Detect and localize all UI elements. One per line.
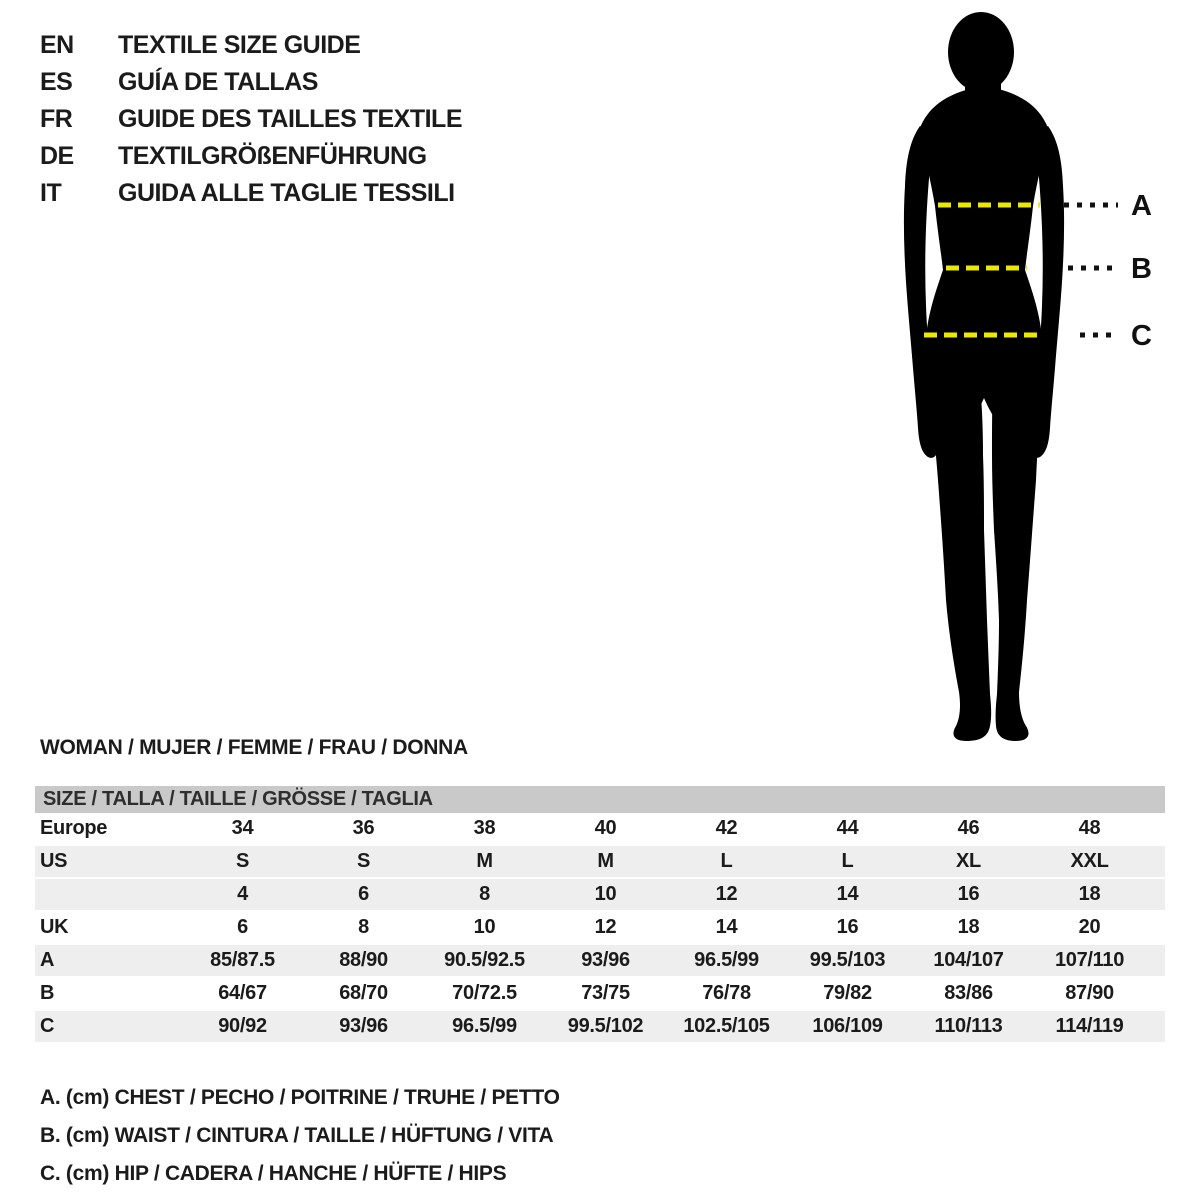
table-cell: 44 <box>836 817 859 839</box>
table-row-waist <box>35 978 1165 1011</box>
table-cell: 8 <box>479 883 490 905</box>
table-cell: 20 <box>1078 916 1101 938</box>
table-row-uk <box>35 912 1165 945</box>
table-cell: 14 <box>715 916 738 938</box>
table-cell: 107/110 <box>1054 949 1125 971</box>
language-title: TEXTILGRÖßENFÜHRUNG <box>118 142 427 170</box>
table-row-chest <box>35 945 1165 978</box>
row-label: UK <box>40 916 69 938</box>
table-cell: 10 <box>473 916 496 938</box>
language-code: EN <box>40 31 74 59</box>
legend-chest: A. (cm) CHEST / PECHO / POITRINE / TRUHE / PETTO <box>40 1086 560 1109</box>
table-cell: 6 <box>358 883 369 905</box>
table-cell: 38 <box>473 817 496 839</box>
language-title-list <box>40 27 462 212</box>
table-cell: M <box>597 850 614 872</box>
table-cell: 76/78 <box>702 982 751 1004</box>
language-title: GUÍA DE TALLAS <box>118 68 318 96</box>
section-title: WOMAN / MUJER / FEMME / FRAU / DONNA <box>40 736 468 759</box>
table-cell: XL <box>956 850 981 872</box>
legend-hip: C. (cm) HIP / CADERA / HANCHE / HÜFTE / HIPS <box>40 1162 507 1185</box>
hip-marker-label: C <box>1131 320 1152 352</box>
waist-marker-label: B <box>1131 253 1152 285</box>
language-title: GUIDE DES TAILLES TEXTILE <box>118 105 463 133</box>
language-title: GUIDA ALLE TAGLIE TESSILI <box>118 179 455 207</box>
table-cell: 90.5/92.5 <box>444 949 525 971</box>
table-cell: 16 <box>836 916 859 938</box>
table-cell: S <box>356 850 371 872</box>
language-row <box>40 175 462 212</box>
table-cell: 96.5/99 <box>694 949 759 971</box>
table-cell: 88/90 <box>339 949 388 971</box>
table-cell: 70/72.5 <box>452 982 517 1004</box>
table-cell: 83/86 <box>944 982 993 1004</box>
table-cell: 96.5/99 <box>452 1015 517 1037</box>
table-cell: 99.5/103 <box>809 949 886 971</box>
table-cell: 42 <box>715 817 738 839</box>
language-code: FR <box>40 105 73 133</box>
table-cell: 90/92 <box>218 1015 267 1037</box>
table-row-us-letters <box>35 846 1165 879</box>
body-measurement-figure <box>880 0 1200 760</box>
measurement-legend <box>40 1079 560 1193</box>
table-cell: L <box>841 850 854 872</box>
chest-marker-label: A <box>1131 190 1152 222</box>
table-cell: 40 <box>594 817 617 839</box>
row-label: Europe <box>40 817 108 839</box>
table-cell: 87/90 <box>1065 982 1114 1004</box>
row-label: US <box>40 850 68 872</box>
table-row-us-numbers <box>35 879 1165 912</box>
table-cell: 99.5/102 <box>567 1015 644 1037</box>
table-row-hip <box>35 1011 1165 1044</box>
table-cell: 104/107 <box>933 949 1004 971</box>
language-row <box>40 101 462 138</box>
table-cell: 14 <box>836 883 859 905</box>
row-label: B <box>40 982 55 1004</box>
table-cell: XXL <box>1070 850 1109 872</box>
table-cell: 48 <box>1078 817 1101 839</box>
row-label: A <box>40 949 55 971</box>
table-cell: 93/96 <box>339 1015 388 1037</box>
legend-waist: B. (cm) WAIST / CINTURA / TAILLE / HÜFTUNG / VITA <box>40 1124 554 1147</box>
language-row <box>40 138 462 175</box>
language-code: IT <box>40 179 62 207</box>
table-cell: 85/87.5 <box>210 949 275 971</box>
language-code: ES <box>40 68 73 96</box>
table-cell: L <box>720 850 733 872</box>
language-row <box>40 27 462 64</box>
table-row-europe <box>35 813 1165 846</box>
size-table <box>35 786 1165 1044</box>
table-cell: 73/75 <box>581 982 630 1004</box>
table-cell: 16 <box>957 883 980 905</box>
table-cell: 10 <box>594 883 617 905</box>
table-cell: 114/119 <box>1055 1015 1124 1037</box>
table-cell: 79/82 <box>823 982 872 1004</box>
table-cell: S <box>235 850 250 872</box>
table-cell: 18 <box>1078 883 1101 905</box>
table-cell: 36 <box>352 817 375 839</box>
language-row <box>40 64 462 101</box>
table-cell: 18 <box>957 916 980 938</box>
table-cell: 64/67 <box>218 982 267 1004</box>
language-code: DE <box>40 142 74 170</box>
table-cell: 93/96 <box>581 949 630 971</box>
table-cell: 34 <box>231 817 254 839</box>
table-cell: 46 <box>957 817 980 839</box>
table-cell: 102.5/105 <box>683 1015 770 1037</box>
table-cell: 106/109 <box>812 1015 883 1037</box>
language-title: TEXTILE SIZE GUIDE <box>118 31 361 59</box>
table-cell: 68/70 <box>339 982 388 1004</box>
table-cell: 12 <box>715 883 738 905</box>
table-cell: 4 <box>237 883 248 905</box>
table-cell: M <box>476 850 493 872</box>
table-cell: 8 <box>358 916 369 938</box>
row-label: C <box>40 1015 55 1037</box>
woman-silhouette-icon <box>904 12 1064 741</box>
size-table-header: SIZE / TALLA / TAILLE / GRÖSSE / TAGLIA <box>35 786 1165 813</box>
table-cell: 12 <box>594 916 617 938</box>
table-cell: 6 <box>237 916 248 938</box>
table-cell: 110/113 <box>934 1015 1003 1037</box>
